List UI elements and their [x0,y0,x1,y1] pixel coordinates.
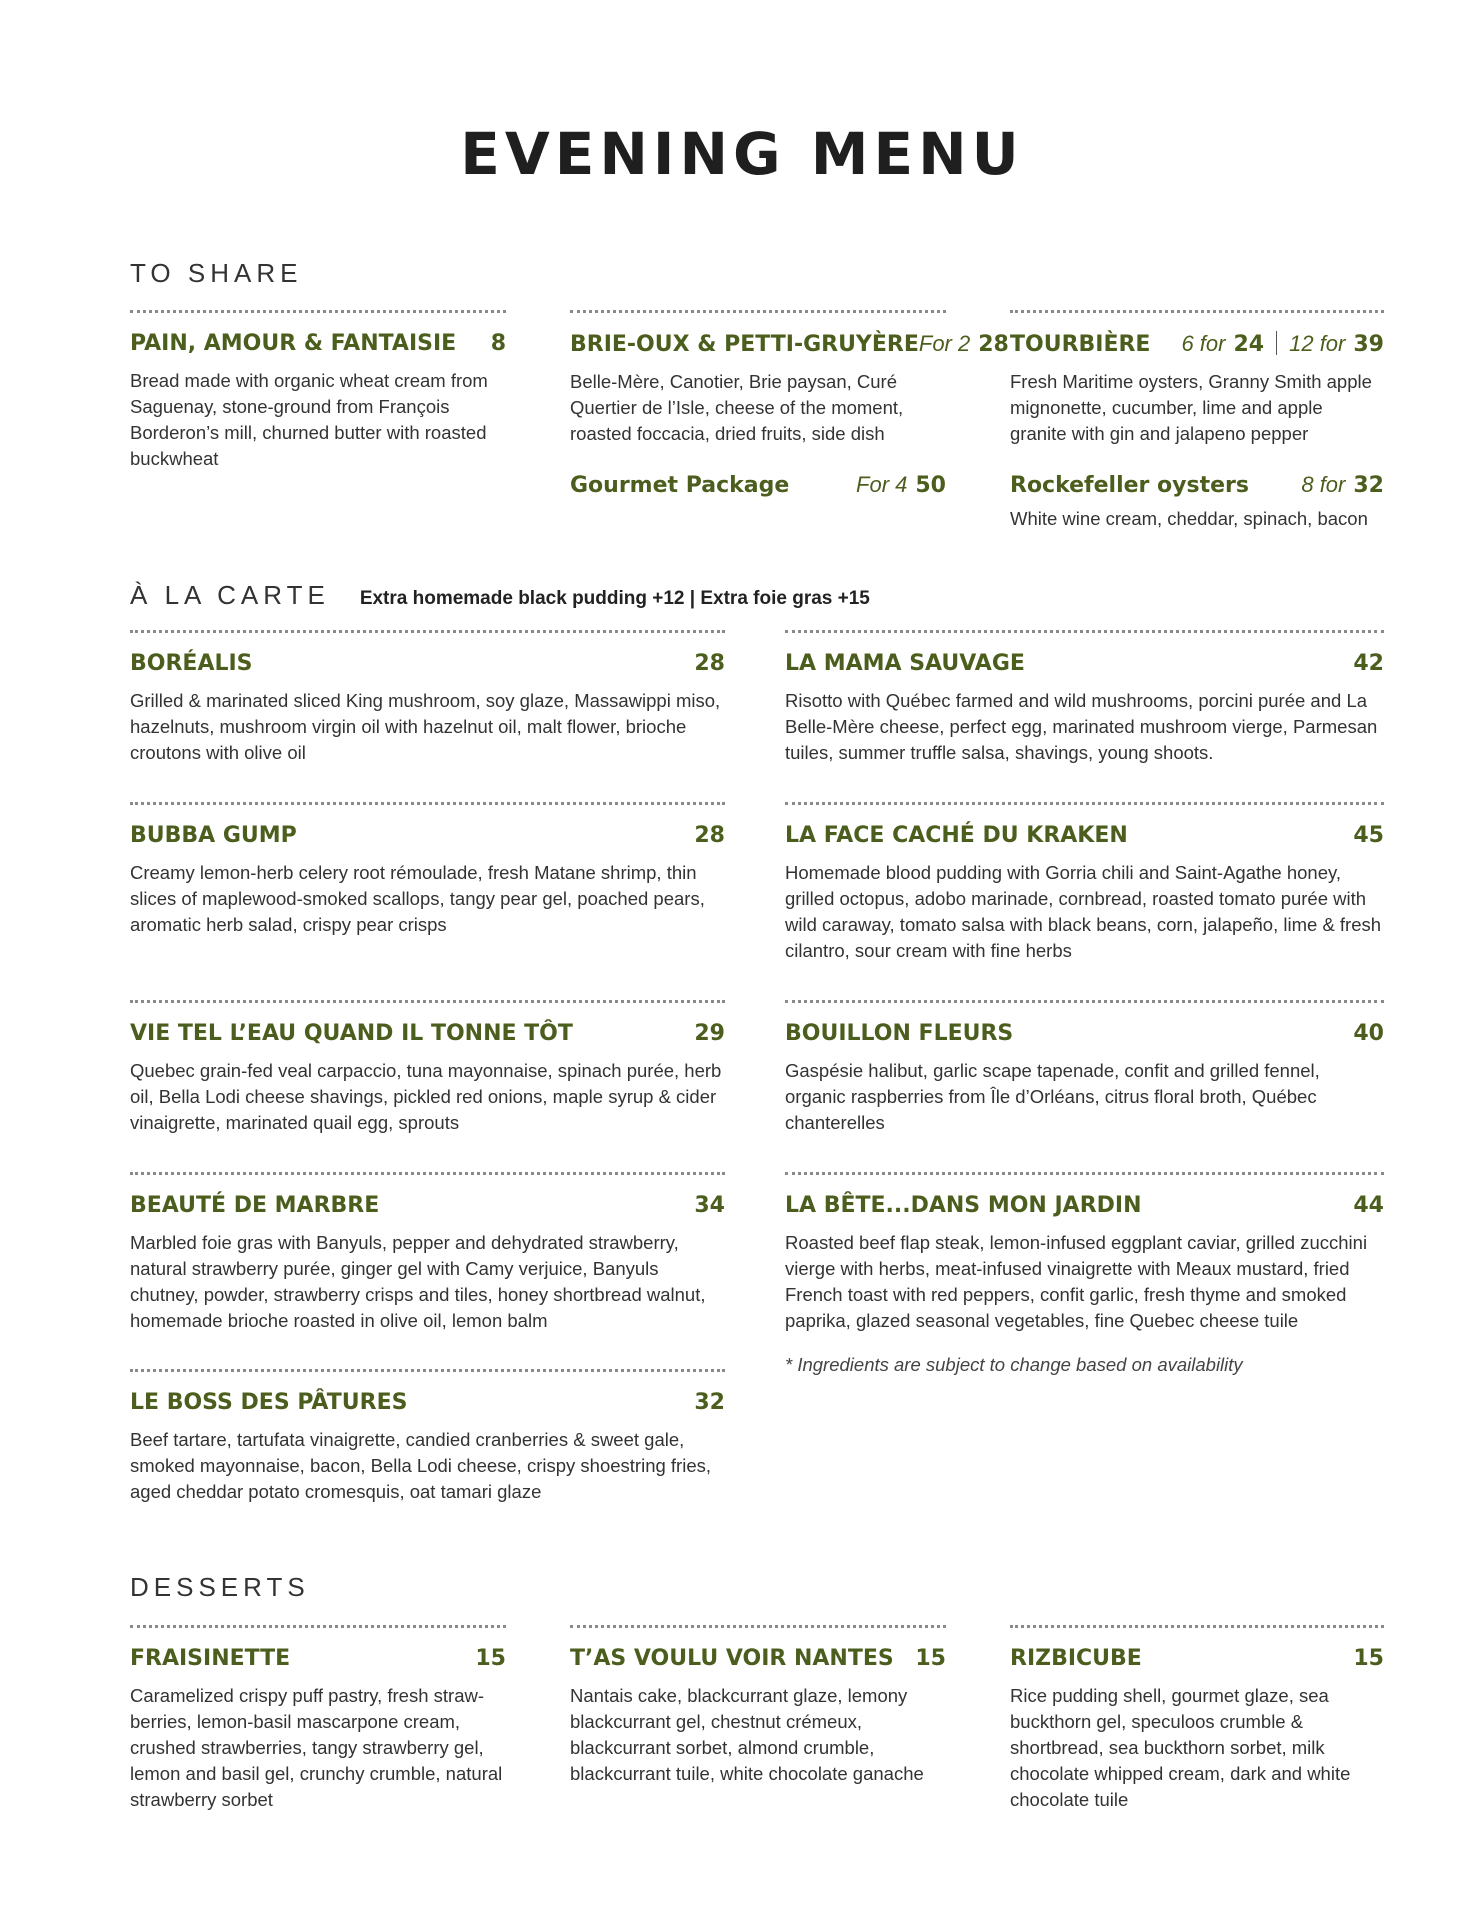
dessert-item-rizbicube [1010,1625,1384,1813]
dotted-divider [130,1000,725,1003]
menu-item-la-bete-dans-mon-jardin [785,1172,1384,1334]
menu-item-vie-tel-leau [130,1000,725,1136]
section-title-desserts: DESSERTS [130,1572,310,1602]
availability-note: * Ingredients are subject to change based on availability [785,1354,1243,1375]
menu-item-rockefeller [1010,472,1384,532]
item-name: VIE TEL L’EAU QUAND IL TONNE TÔT [130,1021,573,1046]
menu-item-tourbiere [1010,310,1384,447]
item-name: TOURBIÈRE [1010,332,1151,357]
item-description: Gaspésie halibut, garlic scape tapenade, confit and grilled fennel, organic raspberries from Île d’Orléans, citrus floral broth, Québec chanterelles [785,1060,1320,1133]
item-price-group [1181,331,1384,357]
item-description: Fresh Maritime oysters, Granny Smith apple mignonette, cucumber, lime and apple granite with gin and jalapeno pepper [1010,371,1372,444]
menu-item-le-boss-des-patures [130,1369,725,1505]
item-price: 39 [1353,332,1384,357]
section-title-a-la-carte: À LA CARTE [130,580,330,610]
item-price: 32 [694,1390,725,1415]
item-name: BUBBA GUMP [130,823,297,848]
dessert-item-fraisinette [130,1625,506,1813]
item-name: BOUILLON FLEURS [785,1021,1014,1046]
item-description: Belle-Mère, Canotier, Brie paysan, Curé Quertier de l’Isle, cheese of the moment, roasted foccacia, dried fruits, side dish [570,371,904,444]
item-price-group [1301,472,1384,498]
item-price: 42 [1353,651,1384,676]
dotted-divider [785,1172,1384,1175]
item-name: BRIE-OUX & PETTI-GRUYÈRE [570,332,919,357]
dotted-divider [130,802,725,805]
menu-item-borealis [130,630,725,766]
item-description: Beef tartare, tartufata vinaigrette, candied cranberries & sweet gale, smoked mayonnaise, bacon, Bella Lodi cheese, crispy shoestring fries, aged cheddar potato cromesquis, oat tamari glaze [130,1429,711,1502]
item-price-group [856,472,946,498]
item-name: T’AS VOULU VOIR NANTES [570,1646,894,1671]
menu-item-bubba-gump [130,802,725,938]
item-quantity: 12 for [1289,331,1346,356]
dotted-divider [570,1625,946,1628]
item-description: Creamy lemon-herb celery root rémoulade, fresh Matane shrimp, thin slices of maplewood-smoked scallops, tangy pear gel, poached pears, aromatic herb salad, crispy pear crisps [130,862,705,935]
dotted-divider [130,630,725,633]
item-quantity: 6 for [1181,331,1226,356]
item-name: BORÉALIS [130,651,253,676]
section-header-a-la-carte [130,580,870,611]
item-price: 28 [978,332,1009,357]
item-description: Roasted beef flap steak, lemon-infused eggplant caviar, grilled zucchini vierge with herbs, meat-infused vinaigrette with Meaux mustard, fried French toast with red peppers, confit garlic, fresh thyme and smoked paprika, glazed seasonal vegetables, fine Quebec cheese tuile [785,1232,1368,1331]
item-name: LE BOSS DES PÂTURES [130,1390,408,1415]
item-price: 29 [694,1021,725,1046]
item-description: Rice pudding shell, gourmet glaze, sea buckthorn gel, speculoos crumble & shortbread, sea buckthorn sorbet, milk chocolate whipped cream, dark and white chocolate tuile [1010,1685,1351,1810]
item-price-group [919,331,1009,357]
menu-item-la-mama-sauvage [785,630,1384,766]
item-description: Nantais cake, blackcurrant glaze, lemony blackcurrant gel, chestnut crémeux, blackcurrant sorbet, almond crumble, blackcurrant tuile, white chocolate ganache [570,1685,924,1784]
item-price: 50 [915,473,946,498]
item-price: 45 [1353,823,1384,848]
item-description: Caramelized crispy puff pastry, fresh straw-berries, lemon-basil mascarpone cream, crushed strawberries, tangy strawberry gel, lemon and basil gel, crunchy crumble, natural strawberry sorbet [130,1685,503,1810]
item-quantity: 8 for [1301,472,1346,497]
item-quantity: For 2 [918,331,971,356]
item-price: 15 [475,1646,506,1671]
item-quantity: For 4 [856,472,908,497]
item-price: 28 [694,651,725,676]
item-name: BEAUTÉ DE MARBRE [130,1193,380,1218]
item-name: LA BÊTE...DANS MON JARDIN [785,1193,1142,1218]
item-price: 32 [1353,473,1384,498]
item-price: 15 [1353,1646,1384,1671]
dotted-divider [130,1369,725,1372]
item-description: Marbled foie gras with Banyuls, pepper and dehydrated strawberry, natural strawberry purée, ginger gel with Camy verjuice, Banyuls chutney, powder, strawberry crisps and tiles, honey shortbread walnut, homemade brioche roasted in olive oil, lemon balm [130,1232,706,1331]
item-description: White wine cream, cheddar, spinach, bacon [1010,508,1368,529]
dotted-divider [785,1000,1384,1003]
item-price: 44 [1353,1193,1384,1218]
page-title: EVENING MENU [460,120,1024,188]
item-name: RIZBICUBE [1010,1646,1142,1671]
dotted-divider [1010,310,1384,313]
section-title-to-share: TO SHARE [130,258,303,288]
item-description: Homemade blood pudding with Gorria chili and Saint-Agathe honey, grilled octopus, adobo marinade, cornbread, roasted tomato purée with wild caraway, tomato salsa with black beans, corn, jalapeño, lime & fresh cilantro, sour cream with fine herbs [785,862,1382,961]
dotted-divider [130,1625,506,1628]
item-name: PAIN, AMOUR & FANTAISIE [130,331,457,356]
dotted-divider [130,310,506,313]
dotted-divider [785,630,1384,633]
menu-item-beaute-de-marbre [130,1172,725,1334]
item-name: LA MAMA SAUVAGE [785,651,1025,676]
menu-item-pain-amour [130,310,506,472]
menu-item-gourmet-package [570,472,946,498]
extras-note: Extra homemade black pudding +12 | Extra foie gras +15 [359,588,870,609]
item-name: Gourmet Package [570,473,790,498]
item-price: 24 [1233,332,1265,357]
price-separator [1276,331,1277,355]
item-price: 15 [915,1646,946,1671]
dotted-divider [130,1172,725,1175]
item-name: FRAISINETTE [130,1646,291,1671]
menu-item-la-face-cache-du-kraken [785,802,1384,964]
item-price: 28 [694,823,725,848]
dotted-divider [570,310,946,313]
dessert-item-tas-voulu-voir-nantes [570,1625,946,1787]
item-description: Risotto with Québec farmed and wild mushrooms, porcini purée and La Belle-Mère cheese, perfect egg, marinated mushroom vierge, Parmesan tuiles, summer truffle salsa, shavings, young shoots. [785,690,1378,763]
item-price: 34 [694,1193,725,1218]
item-description: Bread made with organic wheat cream from Saguenay, stone-ground from François Borderon’s mill, churned butter with roasted buckwheat [130,370,488,469]
item-description: Grilled & marinated sliced King mushroom, soy glaze, Massawippi miso, hazelnuts, mushroom virgin oil with hazelnut oil, malt flower, brioche croutons with olive oil [130,690,721,763]
menu-item-bouillon-fleurs [785,1000,1384,1136]
dotted-divider [785,802,1384,805]
item-price: 8 [490,331,506,356]
item-name: LA FACE CACHÉ DU KRAKEN [785,823,1128,848]
item-price: 40 [1353,1021,1384,1046]
item-name: Rockefeller oysters [1010,473,1249,498]
menu-item-brie-oux [570,310,1009,447]
dotted-divider [1010,1625,1384,1628]
item-description: Quebec grain-fed veal carpaccio, tuna mayonnaise, spinach purée, herb oil, Bella Lodi cheese shavings, pickled red onions, maple syrup & cider vinaigrette, marinated quail egg, sprouts [130,1060,722,1133]
